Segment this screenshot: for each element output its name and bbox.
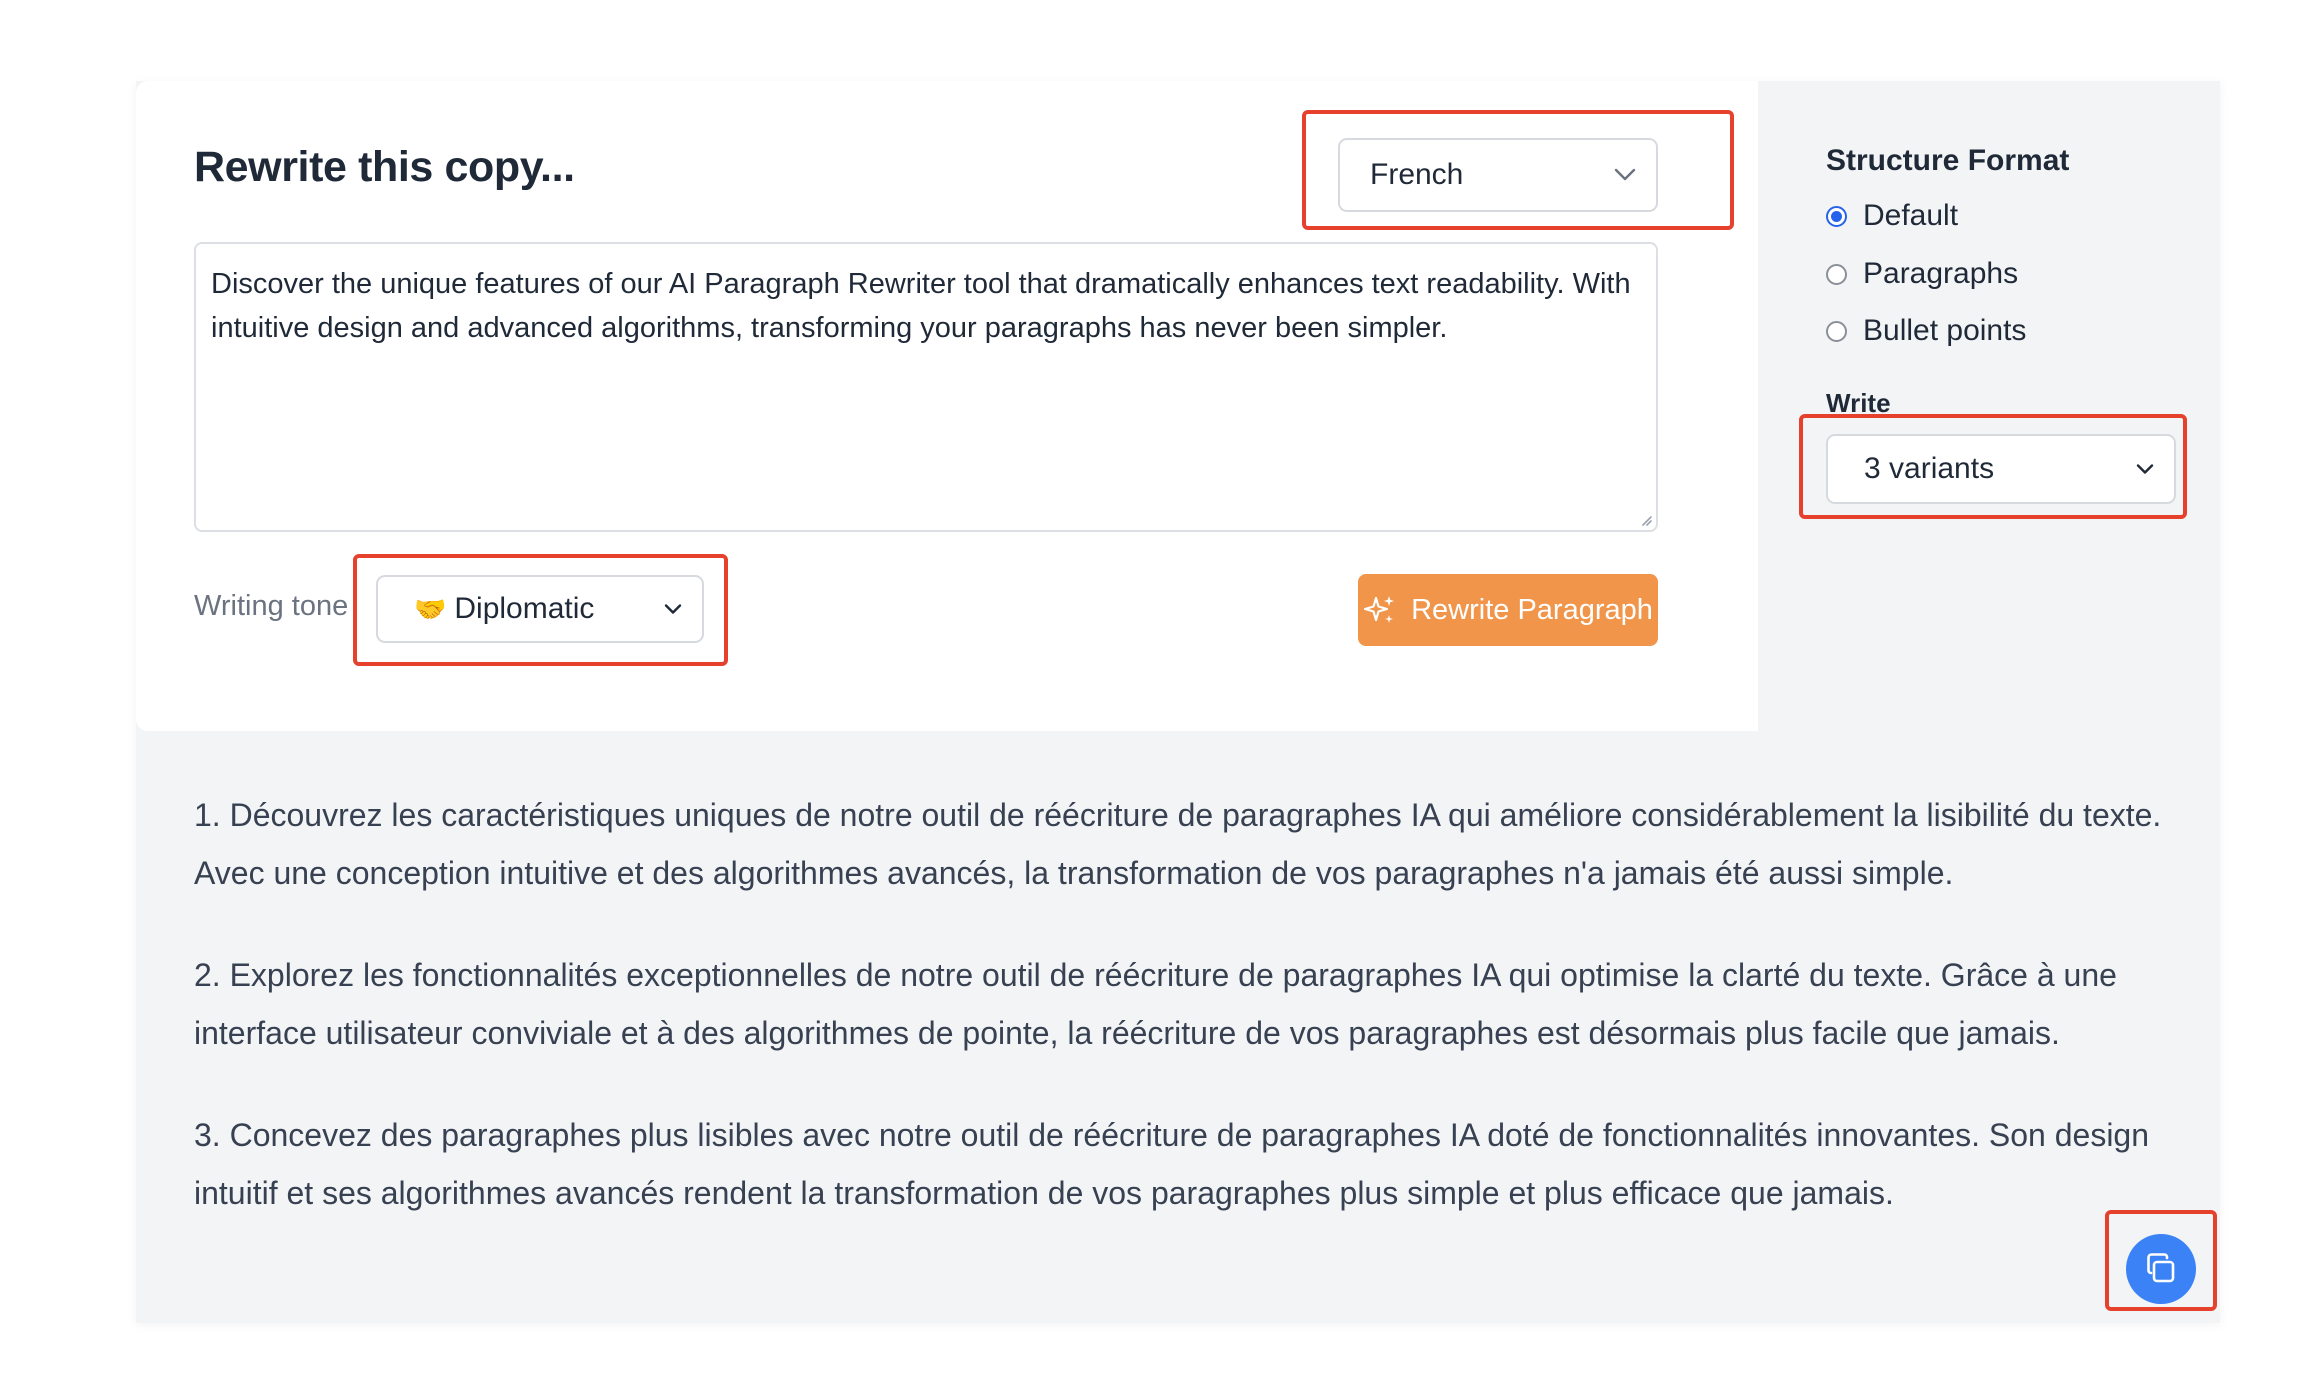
result-variant: 1. Découvrez les caractéristiques uniques de notre outil de réécriture de paragraphes IA qui améliore considérablement la lisibilité du texte. Avec une conception intuitive et des algorithmes avancés, la transformation de vos paragraphes n'a jamais été aussi simple. <box>194 797 2162 891</box>
writing-tone-value: Diplomatic <box>454 592 595 625</box>
language-select-value: French <box>1370 158 1464 191</box>
source-text-value: Discover the unique features of our AI Paragraph Rewriter tool that dramatically enhances text readability. With intuitive design and advanced algorithms, transforming your paragraphs has never been simpler. <box>211 268 1631 344</box>
format-option-label: Paragraphs <box>1863 257 2019 290</box>
rewrite-paragraph-button[interactable] <box>1358 574 1658 646</box>
copy-button[interactable] <box>2126 1234 2196 1304</box>
writing-tone-label: Writing tone <box>194 590 349 622</box>
format-option-paragraphs[interactable] <box>1826 257 2018 291</box>
results-list <box>194 786 2184 1266</box>
writing-tone-select[interactable] <box>376 575 704 643</box>
result-variant: 3. Concevez des paragraphes plus lisibles avec notre outil de réécriture de paragraphes IA doté de fonctionnalités innovantes. Son design intuitif et ses algorithmes avancés rendent la transformation de vos paragraphes plus simple et plus efficace que jamais. <box>194 1117 2150 1211</box>
chevron-down-icon <box>2136 464 2154 475</box>
write-label: Write <box>1826 388 1891 418</box>
format-option-label: Bullet points <box>1863 314 2027 347</box>
handshake-icon: 🤝 <box>414 593 447 624</box>
variants-select-value: 3 variants <box>1864 452 1995 485</box>
rewrite-paragraph-label: Rewrite Paragraph <box>1411 593 1653 626</box>
chevron-down-icon <box>664 604 682 615</box>
source-text-input[interactable] <box>194 242 1658 532</box>
chevron-down-icon <box>1614 168 1636 182</box>
format-option-label: Default <box>1863 199 1959 232</box>
copy-icon <box>2143 1251 2179 1287</box>
format-option-bullet-points[interactable] <box>1826 314 2026 348</box>
resize-grip-icon[interactable] <box>1638 512 1652 526</box>
radio-paragraphs[interactable] <box>1826 264 1847 285</box>
language-select[interactable] <box>1338 138 1658 212</box>
format-option-default[interactable] <box>1826 199 1958 233</box>
sparkles-icon <box>1363 593 1397 627</box>
variants-select[interactable] <box>1826 434 2176 504</box>
radio-bullet-points[interactable] <box>1826 321 1847 342</box>
editor-panel <box>136 81 1758 731</box>
result-variant: 2. Explorez les fonctionnalités exceptionnelles de notre outil de réécriture de paragraphes IA qui optimise la clarté du texte. Grâce à une interface utilisateur conviviale et à des algorithmes de pointe, la réécriture de vos paragraphes est désormais plus facile que jamais. <box>194 957 2117 1051</box>
radio-default[interactable] <box>1826 206 1847 227</box>
rewriter-card <box>136 81 2220 1323</box>
page-title: Rewrite this copy... <box>194 143 575 191</box>
structure-format-title: Structure Format <box>1826 144 2070 177</box>
